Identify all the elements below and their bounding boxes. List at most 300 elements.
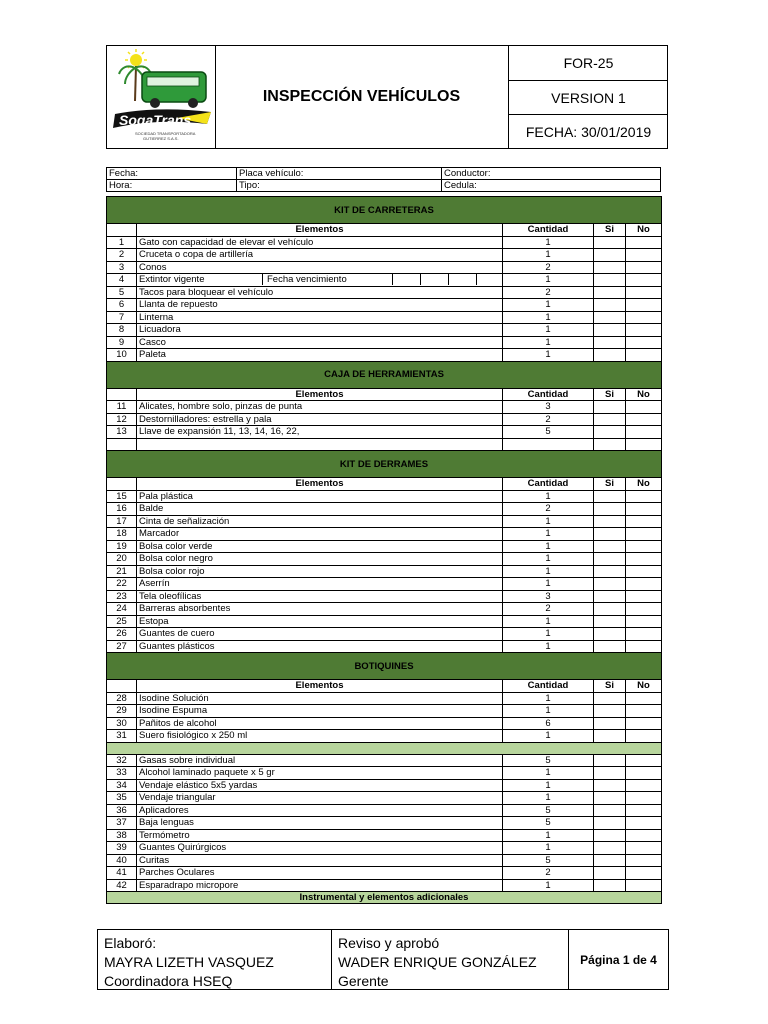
vehicle-info-table [106, 167, 661, 192]
blank-row [107, 438, 662, 451]
fecha-box-3[interactable] [449, 274, 477, 285]
row-item: Bolsa color verde [137, 540, 503, 553]
checklist-row [107, 286, 662, 299]
checklist-row [107, 426, 662, 439]
row-number: 8 [107, 324, 137, 337]
check-si[interactable] [594, 615, 626, 628]
check-si[interactable] [594, 879, 626, 892]
checklist-row [107, 817, 662, 830]
check-si[interactable] [594, 311, 626, 324]
check-no[interactable] [626, 879, 662, 892]
row-item: Tacos para bloquear el vehículo [137, 286, 503, 299]
row-number: 31 [107, 730, 137, 743]
check-si[interactable] [594, 426, 626, 439]
check-si[interactable] [594, 274, 626, 287]
checklist-row [107, 717, 662, 730]
cedula-field[interactable]: Cedula: [442, 180, 661, 192]
row-item: Casco [137, 336, 503, 349]
check-no[interactable] [626, 578, 662, 591]
row-item: Esparadrapo micropore [137, 879, 503, 892]
row-number: 21 [107, 565, 137, 578]
row-quantity: 1 [503, 628, 594, 641]
row-quantity: 1 [503, 324, 594, 337]
row-number: 18 [107, 528, 137, 541]
check-no[interactable] [626, 528, 662, 541]
check-si[interactable] [594, 324, 626, 337]
row-quantity: 1 [503, 842, 594, 855]
check-si[interactable] [594, 628, 626, 641]
row-quantity: 1 [503, 274, 594, 287]
reviso-role: Gerente [338, 973, 389, 989]
check-no[interactable] [626, 336, 662, 349]
checklist-row [107, 490, 662, 503]
check-no[interactable] [626, 490, 662, 503]
row-number: 37 [107, 817, 137, 830]
row-number: 20 [107, 553, 137, 566]
row-number: 24 [107, 603, 137, 616]
row-number: 19 [107, 540, 137, 553]
col-si: Si [594, 478, 626, 491]
check-si[interactable] [594, 705, 626, 718]
check-no[interactable] [626, 553, 662, 566]
row-item: Curitas [137, 854, 503, 867]
row-item: Destornilladores: estrella y pala [137, 413, 503, 426]
check-si[interactable] [594, 717, 626, 730]
check-no[interactable] [626, 692, 662, 705]
check-no[interactable] [626, 565, 662, 578]
check-no[interactable] [626, 754, 662, 767]
checklist-row [107, 829, 662, 842]
checklist-row [107, 767, 662, 780]
hora-field[interactable]: Hora: [107, 180, 237, 192]
row-number: 38 [107, 829, 137, 842]
col-si: Si [594, 388, 626, 401]
col-elementos: Elementos [137, 680, 503, 693]
checklist-row [107, 553, 662, 566]
col-no: No [626, 680, 662, 693]
row-item: Suero fisiológico x 250 ml [137, 730, 503, 743]
row-item: Balde [137, 503, 503, 516]
form-code: FOR-25 [563, 55, 614, 71]
checklist-row [107, 349, 662, 362]
row-item: Cruceta o copa de artillería [137, 249, 503, 262]
row-number: 33 [107, 767, 137, 780]
page-number: Página 1 de 4 [580, 952, 657, 967]
check-si[interactable] [594, 413, 626, 426]
row-number: 12 [107, 413, 137, 426]
col-num [107, 224, 137, 237]
checklist-row [107, 401, 662, 414]
row-item-label: Extintor vigente [137, 274, 263, 285]
blank-cell[interactable] [594, 438, 626, 451]
check-si[interactable] [594, 730, 626, 743]
check-si[interactable] [594, 767, 626, 780]
row-quantity: 2 [503, 413, 594, 426]
row-number: 27 [107, 640, 137, 653]
row-quantity: 2 [503, 261, 594, 274]
reviso-block [332, 930, 569, 989]
elaboro-name: MAYRA LIZETH VASQUEZ [104, 954, 274, 970]
col-num [107, 388, 137, 401]
checklist-row [107, 842, 662, 855]
checklist-row [107, 311, 662, 324]
row-item: Barreras absorbentes [137, 603, 503, 616]
row-quantity: 2 [503, 503, 594, 516]
row-number: 1 [107, 236, 137, 249]
row-item: Baja lenguas [137, 817, 503, 830]
row-quantity: 1 [503, 540, 594, 553]
section-title: KIT DE DERRAMES [107, 451, 662, 478]
check-no[interactable] [626, 705, 662, 718]
check-no[interactable] [626, 854, 662, 867]
row-number: 26 [107, 628, 137, 641]
section-caja-herramientas [107, 361, 662, 388]
check-si[interactable] [594, 236, 626, 249]
check-si[interactable] [594, 640, 626, 653]
check-si[interactable] [594, 503, 626, 516]
row-quantity: 1 [503, 692, 594, 705]
checklist-row [107, 274, 662, 287]
signature-footer [97, 929, 669, 990]
tipo-field[interactable]: Tipo: [237, 180, 442, 192]
row-number: 5 [107, 286, 137, 299]
check-no[interactable] [626, 590, 662, 603]
row-quantity: 5 [503, 804, 594, 817]
check-si[interactable] [594, 590, 626, 603]
row-item: Pala plástica [137, 490, 503, 503]
col-cantidad: Cantidad [503, 224, 594, 237]
check-si[interactable] [594, 515, 626, 528]
row-quantity: 1 [503, 553, 594, 566]
spacer-cell [107, 742, 662, 754]
row-item: Gasas sobre individual [137, 754, 503, 767]
svg-text:GUTIERREZ S.A.S.: GUTIERREZ S.A.S. [143, 136, 179, 141]
row-item: Licuadora [137, 324, 503, 337]
svg-text:SOCIEDAD TRANSPORTADORA: SOCIEDAD TRANSPORTADORA [135, 131, 196, 136]
check-si[interactable] [594, 249, 626, 262]
row-item: Parches Oculares [137, 867, 503, 880]
row-item: Guantes Quirúrgicos [137, 842, 503, 855]
row-item: Isodine Solución [137, 692, 503, 705]
check-si[interactable] [594, 349, 626, 362]
check-si[interactable] [594, 490, 626, 503]
check-si[interactable] [594, 401, 626, 414]
check-si[interactable] [594, 528, 626, 541]
document-header [106, 45, 668, 149]
row-quantity: 1 [503, 311, 594, 324]
checklist-row [107, 879, 662, 892]
row-item: Bolsa color negro [137, 553, 503, 566]
section-title: BOTIQUINES [107, 653, 662, 680]
row-number: 11 [107, 401, 137, 414]
row-item: Tela oleofílicas [137, 590, 503, 603]
row-number: 23 [107, 590, 137, 603]
checklist-row [107, 779, 662, 792]
row-item: Isodine Espuma [137, 705, 503, 718]
row-item [137, 274, 503, 287]
check-no[interactable] [626, 426, 662, 439]
col-no: No [626, 478, 662, 491]
row-number: 42 [107, 879, 137, 892]
row-item: Bolsa color rojo [137, 565, 503, 578]
check-no[interactable] [626, 717, 662, 730]
check-no[interactable] [626, 804, 662, 817]
check-no[interactable] [626, 779, 662, 792]
checklist-row [107, 730, 662, 743]
checklist-row [107, 705, 662, 718]
row-quantity: 1 [503, 565, 594, 578]
row-quantity: 5 [503, 854, 594, 867]
checklist-row [107, 336, 662, 349]
check-no[interactable] [626, 299, 662, 312]
inspection-checklist [106, 196, 662, 904]
row-quantity: 2 [503, 603, 594, 616]
column-header-row [107, 224, 662, 237]
check-no[interactable] [626, 867, 662, 880]
row-number: 6 [107, 299, 137, 312]
row-item: Gato con capacidad de elevar el vehículo [137, 236, 503, 249]
check-no[interactable] [626, 236, 662, 249]
check-no[interactable] [626, 792, 662, 805]
checklist-row [107, 540, 662, 553]
row-quantity: 1 [503, 515, 594, 528]
check-si[interactable] [594, 854, 626, 867]
row-quantity: 1 [503, 792, 594, 805]
row-number: 3 [107, 261, 137, 274]
check-no[interactable] [626, 540, 662, 553]
check-no[interactable] [626, 615, 662, 628]
row-number: 15 [107, 490, 137, 503]
blank-cell[interactable] [503, 438, 594, 451]
row-number: 4 [107, 274, 137, 287]
check-no[interactable] [626, 324, 662, 337]
section-kit-derrames [107, 451, 662, 478]
checklist-row [107, 640, 662, 653]
blank-row [107, 742, 662, 754]
check-no[interactable] [626, 515, 662, 528]
row-quantity: 1 [503, 349, 594, 362]
form-version: VERSION 1 [509, 80, 668, 114]
checklist-row [107, 324, 662, 337]
col-elementos: Elementos [137, 478, 503, 491]
check-no[interactable] [626, 603, 662, 616]
section-title: CAJA DE HERRAMIENTAS [107, 361, 662, 388]
fecha-box-2[interactable] [421, 274, 449, 285]
checklist-row [107, 615, 662, 628]
fecha-field[interactable]: Fecha: [107, 168, 237, 180]
row-number: 32 [107, 754, 137, 767]
fecha-box-1[interactable] [393, 274, 421, 285]
elaboro-label: Elaboró: [104, 935, 157, 951]
row-number: 28 [107, 692, 137, 705]
checklist-row [107, 503, 662, 516]
checklist-row [107, 854, 662, 867]
col-si: Si [594, 680, 626, 693]
row-quantity: 1 [503, 490, 594, 503]
row-number: 36 [107, 804, 137, 817]
col-elementos: Elementos [137, 224, 503, 237]
company-logo [107, 46, 216, 148]
checklist-row [107, 867, 662, 880]
check-si[interactable] [594, 603, 626, 616]
row-quantity: 5 [503, 817, 594, 830]
row-quantity: 3 [503, 401, 594, 414]
check-si[interactable] [594, 578, 626, 591]
row-quantity: 1 [503, 578, 594, 591]
checklist-row [107, 603, 662, 616]
row-item: Llanta de repuesto [137, 299, 503, 312]
row-quantity: 2 [503, 867, 594, 880]
blank-cell[interactable] [107, 438, 137, 451]
check-si[interactable] [594, 692, 626, 705]
row-quantity: 1 [503, 299, 594, 312]
blank-cell[interactable] [137, 438, 503, 451]
row-quantity: 1 [503, 767, 594, 780]
row-quantity: 3 [503, 590, 594, 603]
section-kit-carreteras [107, 197, 662, 224]
check-no[interactable] [626, 767, 662, 780]
check-no[interactable] [626, 413, 662, 426]
instrumental-label: Instrumental y elementos adicionales [107, 892, 662, 904]
column-header-row [107, 388, 662, 401]
checklist-row [107, 413, 662, 426]
row-item: Vendaje triangular [137, 792, 503, 805]
row-number: 7 [107, 311, 137, 324]
blank-cell[interactable] [626, 438, 662, 451]
checklist-row [107, 261, 662, 274]
check-si[interactable] [594, 540, 626, 553]
checklist-row [107, 590, 662, 603]
check-no[interactable] [626, 640, 662, 653]
row-item: Paleta [137, 349, 503, 362]
check-no[interactable] [626, 349, 662, 362]
row-quantity: 1 [503, 829, 594, 842]
row-number: 41 [107, 867, 137, 880]
check-si[interactable] [594, 779, 626, 792]
row-item: Vendaje elástico 5x5 yardas [137, 779, 503, 792]
row-number: 9 [107, 336, 137, 349]
col-cantidad: Cantidad [503, 388, 594, 401]
checklist-row [107, 249, 662, 262]
col-no: No [626, 388, 662, 401]
check-si[interactable] [594, 867, 626, 880]
col-si: Si [594, 224, 626, 237]
check-no[interactable] [626, 503, 662, 516]
row-quantity: 1 [503, 615, 594, 628]
extintor-cell [137, 274, 502, 285]
check-no[interactable] [626, 249, 662, 262]
reviso-name: WADER ENRIQUE GONZÁLEZ [338, 954, 537, 970]
checklist-row [107, 565, 662, 578]
row-number: 17 [107, 515, 137, 528]
row-quantity: 1 [503, 640, 594, 653]
check-no[interactable] [626, 261, 662, 274]
check-no[interactable] [626, 842, 662, 855]
row-item: Aplicadores [137, 804, 503, 817]
check-si[interactable] [594, 829, 626, 842]
check-si[interactable] [594, 804, 626, 817]
col-cantidad: Cantidad [503, 478, 594, 491]
check-si[interactable] [594, 817, 626, 830]
check-si[interactable] [594, 792, 626, 805]
row-number: 40 [107, 854, 137, 867]
checklist-row [107, 299, 662, 312]
row-item: Guantes de cuero [137, 628, 503, 641]
check-si[interactable] [594, 261, 626, 274]
row-item: Marcador [137, 528, 503, 541]
check-no[interactable] [626, 274, 662, 287]
check-si[interactable] [594, 565, 626, 578]
row-quantity: 1 [503, 879, 594, 892]
row-item: Alicates, hombre solo, pinzas de punta [137, 401, 503, 414]
row-number: 35 [107, 792, 137, 805]
check-no[interactable] [626, 817, 662, 830]
svg-text:SogaTrans: SogaTrans [119, 112, 192, 128]
check-si[interactable] [594, 299, 626, 312]
row-item: Llave de expansión 11, 13, 14, 16, 22, [137, 426, 503, 439]
row-item: Pañitos de alcohol [137, 717, 503, 730]
col-num [107, 478, 137, 491]
row-item: Conos [137, 261, 503, 274]
conductor-field[interactable]: Conductor: [442, 168, 661, 180]
row-number: 10 [107, 349, 137, 362]
row-number: 22 [107, 578, 137, 591]
checklist-row [107, 528, 662, 541]
row-item: Alcohol laminado paquete x 5 gr [137, 767, 503, 780]
checklist-row [107, 692, 662, 705]
col-cantidad: Cantidad [503, 680, 594, 693]
check-no[interactable] [626, 401, 662, 414]
checklist-row [107, 578, 662, 591]
check-no[interactable] [626, 730, 662, 743]
column-header-row [107, 680, 662, 693]
reviso-label: Reviso y aprobó [338, 935, 440, 951]
col-no: No [626, 224, 662, 237]
row-item: Termómetro [137, 829, 503, 842]
fecha-vencimiento-label: Fecha vencimiento [263, 274, 393, 285]
row-quantity: 1 [503, 249, 594, 262]
check-si[interactable] [594, 336, 626, 349]
row-number: 30 [107, 717, 137, 730]
row-number: 25 [107, 615, 137, 628]
check-si[interactable] [594, 286, 626, 299]
row-item: Guantes plásticos [137, 640, 503, 653]
row-number: 34 [107, 779, 137, 792]
row-item: Estopa [137, 615, 503, 628]
row-quantity: 1 [503, 236, 594, 249]
check-no[interactable] [626, 311, 662, 324]
document-meta [508, 46, 668, 148]
check-si[interactable] [594, 553, 626, 566]
check-si[interactable] [594, 842, 626, 855]
checklist-row [107, 628, 662, 641]
placa-field[interactable]: Placa vehículo: [237, 168, 442, 180]
row-quantity: 1 [503, 528, 594, 541]
row-quantity: 6 [503, 717, 594, 730]
check-no[interactable] [626, 829, 662, 842]
row-quantity: 2 [503, 286, 594, 299]
checklist-row [107, 804, 662, 817]
checklist-row [107, 792, 662, 805]
checklist-row [107, 515, 662, 528]
row-quantity: 1 [503, 336, 594, 349]
row-quantity: 5 [503, 754, 594, 767]
row-item: Linterna [137, 311, 503, 324]
bus-palm-logo-icon [107, 46, 215, 148]
check-no[interactable] [626, 628, 662, 641]
check-no[interactable] [626, 286, 662, 299]
check-si[interactable] [594, 754, 626, 767]
